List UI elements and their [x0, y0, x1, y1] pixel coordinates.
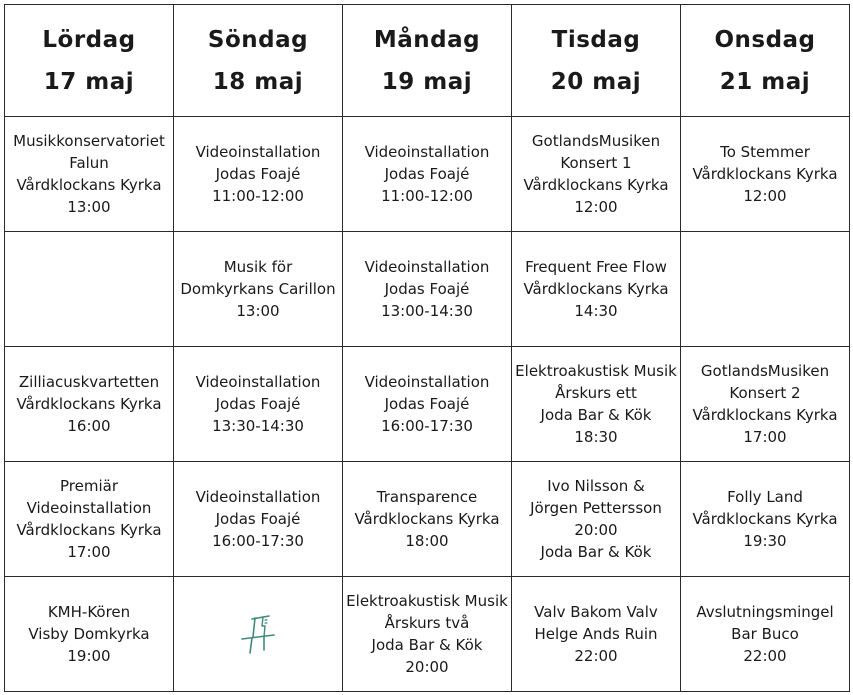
event-cell-sondag [174, 462, 343, 577]
event-title: Videoinstallation [364, 143, 490, 161]
event-cell-lordag [5, 117, 174, 232]
event-detail: Jodas Foajé [384, 280, 470, 298]
event-cell-mandag [343, 462, 512, 577]
event-title: Videoinstallation [364, 373, 490, 391]
schedule-row [5, 232, 850, 347]
event-detail: Videoinstallation [26, 499, 152, 517]
event-detail: Helge Ands Ruin [534, 625, 658, 643]
event-cell-lordag [5, 462, 174, 577]
event-cell-onsdag [681, 347, 850, 462]
event-detail: 11:00-12:00 [212, 187, 304, 205]
event-title: Ivo Nilsson & [547, 477, 645, 495]
event-cell-tisdag [512, 232, 681, 347]
event-detail: 17:00 [67, 543, 111, 561]
event-title: To Stemmer [720, 143, 810, 161]
event-detail: Jodas Foajé [215, 165, 301, 183]
event-detail: 13:00 [236, 302, 280, 320]
day-date: 18 maj [212, 68, 304, 95]
event-title: Transparence [376, 488, 478, 506]
event-title: Videoinstallation [195, 373, 321, 391]
event-cell-mandag [343, 577, 512, 692]
day-date: 20 maj [550, 68, 642, 95]
event-detail: Vårdklockans Kyrka [16, 521, 162, 539]
event-cell-lordag [5, 347, 174, 462]
event-detail: 12:00 [574, 198, 618, 216]
event-title: Avslutningsmingel [696, 603, 834, 621]
event-title: Musik för [223, 258, 293, 276]
event-cell-lordag [5, 577, 174, 692]
event-cell-lordag [5, 232, 174, 347]
day-name: Måndag [373, 26, 481, 53]
event-cell-mandag [343, 117, 512, 232]
event-detail: Joda Bar & Kök [540, 406, 652, 424]
event-detail: 16:00-17:30 [381, 417, 473, 435]
event-title: Elektroakustisk Musik [515, 362, 677, 380]
event-detail: Vårdklockans Kyrka [692, 510, 838, 528]
event-title: Folly Land [727, 488, 803, 506]
event-cell-tisdag [512, 117, 681, 232]
event-cell-onsdag [681, 577, 850, 692]
event-title: Musikkonservatoriet [13, 132, 165, 150]
event-cell-onsdag [681, 232, 850, 347]
event-cell-sondag [174, 577, 343, 692]
event-detail: Falun [69, 154, 109, 172]
schedule-row [5, 577, 850, 692]
event-cell-mandag [343, 232, 512, 347]
event-detail: Domkyrkans Carillon [180, 280, 336, 298]
day-header-onsdag [681, 5, 850, 117]
event-detail: 22:00 [743, 647, 787, 665]
schedule-row [5, 462, 850, 577]
event-detail: 11:00-12:00 [381, 187, 473, 205]
event-detail: 19:30 [743, 532, 787, 550]
day-name: Tisdag [551, 26, 641, 53]
event-cell-sondag [174, 117, 343, 232]
event-title: Elektroakustisk Musik [346, 592, 508, 610]
event-cell-tisdag [512, 577, 681, 692]
event-cell-tisdag [512, 462, 681, 577]
event-detail: Jodas Foajé [215, 395, 301, 413]
day-date: 21 maj [719, 68, 811, 95]
event-detail: 16:00 [67, 417, 111, 435]
day-header-lordag [5, 5, 174, 117]
event-detail: 14:30 [574, 302, 618, 320]
header-row [5, 5, 850, 117]
event-detail: Joda Bar & Kök [371, 636, 483, 654]
event-detail: Joda Bar & Kök [540, 543, 652, 561]
event-detail: 17:00 [743, 428, 787, 446]
event-detail: 22:00 [574, 647, 618, 665]
event-detail: Vårdklockans Kyrka [16, 395, 162, 413]
event-detail: Jodas Foajé [384, 165, 470, 183]
event-cell-sondag [174, 347, 343, 462]
day-header-tisdag [512, 5, 681, 117]
event-detail: Konsert 2 [729, 384, 801, 402]
event-detail: 18:30 [574, 428, 618, 446]
event-cell-sondag [174, 232, 343, 347]
event-title: Valv Bakom Valv [534, 603, 658, 621]
event-cell-onsdag [681, 462, 850, 577]
event-detail: 13:00-14:30 [381, 302, 473, 320]
event-title: Zilliacuskvartetten [18, 373, 160, 391]
event-detail: 12:00 [743, 187, 787, 205]
event-title: Frequent Free Flow [525, 258, 667, 276]
event-detail: Vårdklockans Kyrka [523, 280, 669, 298]
schedule-body [5, 117, 850, 692]
festival-logo-icon [238, 605, 278, 657]
event-detail: 13:00 [67, 198, 111, 216]
day-date: 17 maj [43, 68, 135, 95]
event-detail: Vårdklockans Kyrka [692, 165, 838, 183]
event-detail: 20:00 [405, 658, 449, 676]
event-detail: 19:00 [67, 647, 111, 665]
event-cell-tisdag [512, 347, 681, 462]
schedule-row [5, 347, 850, 462]
event-detail: 18:00 [405, 532, 449, 550]
event-cell-mandag [343, 347, 512, 462]
event-title: Premiär [60, 477, 118, 495]
event-detail: 16:00-17:30 [212, 532, 304, 550]
day-header-sondag [174, 5, 343, 117]
event-title: Videoinstallation [195, 488, 321, 506]
day-name: Lördag [42, 26, 136, 53]
day-header-mandag [343, 5, 512, 117]
event-detail: Visby Domkyrka [28, 625, 150, 643]
event-detail: Vårdklockans Kyrka [523, 176, 669, 194]
event-cell-onsdag [681, 117, 850, 232]
schedule-table [4, 4, 850, 692]
event-detail: Vårdklockans Kyrka [354, 510, 500, 528]
event-detail: Konsert 1 [560, 154, 632, 172]
schedule-row [5, 117, 850, 232]
event-detail: 13:30-14:30 [212, 417, 304, 435]
event-detail: Årskurs ett [555, 384, 637, 402]
event-title: KMH-Kören [47, 603, 131, 621]
event-detail: Bar Buco [731, 625, 799, 643]
event-detail: Jörgen Pettersson [530, 499, 662, 517]
event-detail: Årskurs två [384, 614, 470, 632]
event-title: GotlandsMusiken [531, 132, 661, 150]
event-detail: Vårdklockans Kyrka [16, 176, 162, 194]
event-title: GotlandsMusiken [700, 362, 830, 380]
event-detail: Vårdklockans Kyrka [692, 406, 838, 424]
day-name: Söndag [207, 26, 309, 53]
event-detail: Jodas Foajé [215, 510, 301, 528]
event-detail: 20:00 [574, 521, 618, 539]
day-date: 19 maj [381, 68, 473, 95]
event-title: Videoinstallation [364, 258, 490, 276]
event-title: Videoinstallation [195, 143, 321, 161]
event-detail: Jodas Foajé [384, 395, 470, 413]
day-name: Onsdag [714, 26, 816, 53]
